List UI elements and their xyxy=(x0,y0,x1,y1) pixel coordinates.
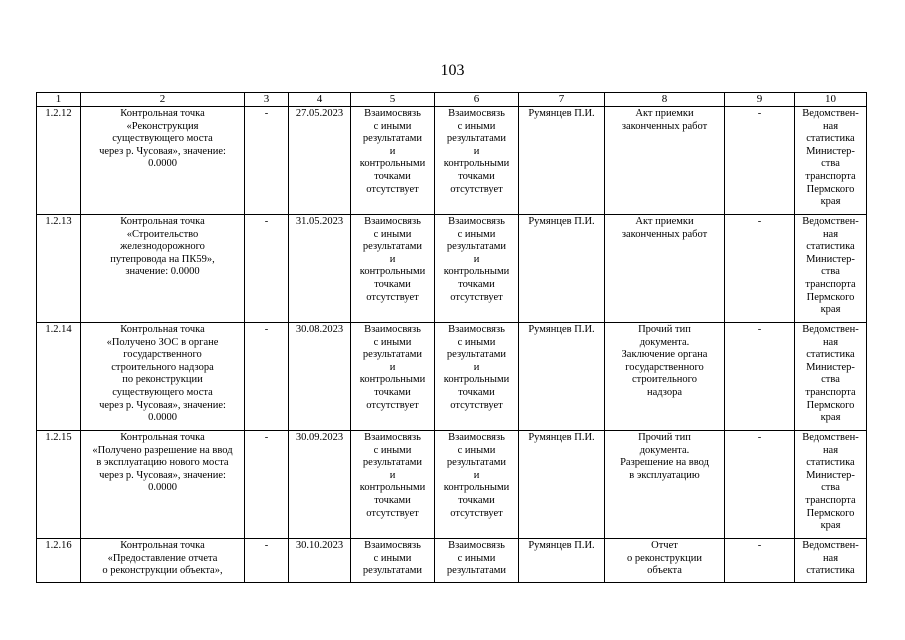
cell-document xyxy=(605,323,725,431)
cell-line: Взаимосвязь xyxy=(448,108,505,119)
cell-line: результатами xyxy=(446,241,507,253)
cell-milestone-name xyxy=(81,431,245,539)
cell-line: о реконструкции xyxy=(627,552,702,564)
cell-line: контрольными xyxy=(359,266,426,278)
cell-relation xyxy=(351,107,435,215)
cell-line: отсутствует xyxy=(450,183,503,195)
cell-line: ная xyxy=(822,552,839,564)
cell-source xyxy=(795,107,867,215)
cell-line: с иными xyxy=(373,228,412,240)
column-header: 6 xyxy=(435,93,519,107)
cell-code: 1.2.12 xyxy=(37,107,81,215)
column-header: 5 xyxy=(351,93,435,107)
cell-line: точками xyxy=(458,170,495,182)
cell-line: Пермского xyxy=(806,399,855,411)
cell-relation xyxy=(351,215,435,323)
cell-line: с иными xyxy=(373,444,412,456)
cell-relation xyxy=(435,107,519,215)
cell-line: результатами xyxy=(446,133,507,145)
cell-line: статистика xyxy=(806,241,855,253)
cell-line: Акт приемки xyxy=(635,216,694,227)
cell-line: Акт приемки xyxy=(635,108,694,119)
cell-line: края xyxy=(820,412,841,424)
cell-line: в эксплуатацию нового моста xyxy=(96,457,229,469)
cell-source xyxy=(795,215,867,323)
cell-line: транспорта xyxy=(805,170,856,182)
cell-line: «Строительство xyxy=(126,228,199,240)
cell-responsible: Румянцев П.И. xyxy=(519,107,605,215)
cell-line: строительного надзора xyxy=(111,361,214,373)
cell-line: Ведомствен- xyxy=(802,108,859,119)
cell-line: точками xyxy=(458,386,495,398)
cell-line: через р. Чусовая», значение: xyxy=(99,399,226,411)
cell-line: Взаимосвязь xyxy=(364,216,421,227)
cell-line: Контрольная точка xyxy=(120,324,205,335)
cell-line: края xyxy=(820,304,841,316)
cell-line: ная xyxy=(822,336,839,348)
cell-relation xyxy=(351,431,435,539)
cell-col9: - xyxy=(725,431,795,539)
cell-col9: - xyxy=(725,107,795,215)
cell-date: 27.05.2023 xyxy=(289,107,351,215)
cell-line: ства xyxy=(821,158,840,170)
cell-line: ная xyxy=(822,444,839,456)
cell-line: транспорта xyxy=(805,494,856,506)
cell-line: законченных работ xyxy=(621,228,708,240)
cell-line: с иными xyxy=(457,552,496,564)
cell-col3: - xyxy=(245,107,289,215)
cell-relation xyxy=(435,323,519,431)
table-row xyxy=(37,431,867,539)
cell-line: Взаимосвязь xyxy=(448,324,505,335)
column-header: 7 xyxy=(519,93,605,107)
cell-line: отсутствует xyxy=(450,507,503,519)
cell-line: значение: 0.0000 xyxy=(125,266,200,278)
cell-line: Министер- xyxy=(806,469,855,481)
cell-document xyxy=(605,539,725,583)
cell-line: отсутствует xyxy=(366,399,419,411)
cell-source xyxy=(795,539,867,583)
cell-line: края xyxy=(820,520,841,532)
cell-line: по реконструкции xyxy=(122,374,203,386)
cell-line: Ведомствен- xyxy=(802,324,859,335)
cell-line: Ведомствен- xyxy=(802,540,859,551)
cell-line: с иными xyxy=(457,120,496,132)
cell-source xyxy=(795,431,867,539)
cell-line: ная xyxy=(822,120,839,132)
cell-relation xyxy=(351,539,435,583)
cell-line: документа. xyxy=(639,444,690,456)
cell-line: Министер- xyxy=(806,253,855,265)
cell-document xyxy=(605,107,725,215)
column-header: 3 xyxy=(245,93,289,107)
cell-line: отсутствует xyxy=(366,291,419,303)
cell-line: в эксплуатацию xyxy=(629,469,700,481)
cell-line: Контрольная точка xyxy=(120,216,205,227)
cell-date: 30.08.2023 xyxy=(289,323,351,431)
cell-line: результатами xyxy=(446,349,507,361)
cell-line: Взаимосвязь xyxy=(364,540,421,551)
cell-line: с иными xyxy=(457,336,496,348)
cell-line: результатами xyxy=(362,565,423,577)
cell-line: «Получено разрешение на ввод xyxy=(92,444,233,456)
cell-milestone-name xyxy=(81,215,245,323)
cell-col9: - xyxy=(725,323,795,431)
cell-line: ства xyxy=(821,482,840,494)
cell-col3: - xyxy=(245,215,289,323)
cell-line: и xyxy=(473,253,480,265)
cell-line: Взаимосвязь xyxy=(364,108,421,119)
cell-line: отсутствует xyxy=(450,291,503,303)
cell-line: транспорта xyxy=(805,386,856,398)
cell-line: Отчет xyxy=(651,540,678,551)
cell-line: существующего моста xyxy=(112,133,213,145)
cell-line: через р. Чусовая», значение: xyxy=(99,469,226,481)
page-number: 103 xyxy=(440,62,465,79)
cell-line: Ведомствен- xyxy=(802,432,859,443)
cell-line: ная xyxy=(822,228,839,240)
cell-relation xyxy=(435,431,519,539)
cell-line: надзора xyxy=(647,386,682,398)
cell-line: контрольными xyxy=(359,482,426,494)
cell-line: Пермского xyxy=(806,507,855,519)
cell-line: и xyxy=(473,361,480,373)
column-header: 10 xyxy=(795,93,867,107)
cell-line: 0.0000 xyxy=(148,412,177,424)
cell-date: 30.09.2023 xyxy=(289,431,351,539)
cell-line: Взаимосвязь xyxy=(448,432,505,443)
cell-line: и xyxy=(389,469,396,481)
cell-line: Ведомствен- xyxy=(802,216,859,227)
cell-line: результатами xyxy=(446,457,507,469)
cell-line: и xyxy=(473,469,480,481)
cell-line: ства xyxy=(821,266,840,278)
cell-line: Министер- xyxy=(806,145,855,157)
cell-line: Взаимосвязь xyxy=(448,216,505,227)
cell-document xyxy=(605,215,725,323)
cell-line: контрольными xyxy=(443,266,510,278)
table-row xyxy=(37,539,867,583)
cell-line: законченных работ xyxy=(621,120,708,132)
cell-line: контрольными xyxy=(443,482,510,494)
column-header: 4 xyxy=(289,93,351,107)
cell-line: точками xyxy=(374,278,411,290)
cell-line: и xyxy=(389,145,396,157)
cell-line: Контрольная точка xyxy=(120,540,205,551)
cell-col9: - xyxy=(725,215,795,323)
cell-source xyxy=(795,323,867,431)
cell-line: существующего моста xyxy=(112,386,213,398)
cell-line: и xyxy=(389,361,396,373)
cell-line: 0.0000 xyxy=(148,482,177,494)
cell-line: государственного xyxy=(123,349,202,361)
cell-line: контрольными xyxy=(359,374,426,386)
cell-relation xyxy=(435,539,519,583)
cell-line: железнодорожного xyxy=(120,241,205,253)
cell-line: с иными xyxy=(373,552,412,564)
cell-line: контрольными xyxy=(443,158,510,170)
cell-col9: - xyxy=(725,539,795,583)
cell-col3: - xyxy=(245,323,289,431)
cell-milestone-name xyxy=(81,107,245,215)
cell-line: Разрешение на ввод xyxy=(620,457,709,469)
cell-date: 31.05.2023 xyxy=(289,215,351,323)
cell-line: статистика xyxy=(806,565,855,577)
cell-line: Министер- xyxy=(806,361,855,373)
cell-line: ства xyxy=(821,374,840,386)
cell-line: Прочий тип xyxy=(638,324,691,335)
cell-relation xyxy=(435,215,519,323)
cell-line: государственного xyxy=(625,361,704,373)
cell-line: результатами xyxy=(362,349,423,361)
cell-line: и xyxy=(473,145,480,157)
cell-responsible: Румянцев П.И. xyxy=(519,431,605,539)
table-row xyxy=(37,215,867,323)
cell-line: результатами xyxy=(362,457,423,469)
cell-line: точками xyxy=(458,494,495,506)
column-header: 9 xyxy=(725,93,795,107)
cell-col3: - xyxy=(245,539,289,583)
cell-milestone-name xyxy=(81,323,245,431)
cell-code: 1.2.13 xyxy=(37,215,81,323)
cell-line: документа. xyxy=(639,336,690,348)
cell-col3: - xyxy=(245,431,289,539)
column-header: 1 xyxy=(37,93,81,107)
cell-line: «Предоставление отчета xyxy=(107,552,218,564)
table-header-row xyxy=(37,93,867,107)
cell-line: точками xyxy=(374,494,411,506)
cell-line: Контрольная точка xyxy=(120,108,205,119)
cell-document xyxy=(605,431,725,539)
cell-line: Взаимосвязь xyxy=(448,540,505,551)
cell-line: точками xyxy=(458,278,495,290)
cell-line: «Реконструкция xyxy=(126,120,199,132)
table-row xyxy=(37,107,867,215)
cell-line: Прочий тип xyxy=(638,432,691,443)
cell-line: результатами xyxy=(446,565,507,577)
cell-responsible: Румянцев П.И. xyxy=(519,539,605,583)
cell-line: объекта xyxy=(647,565,682,577)
milestone-table xyxy=(36,92,867,583)
cell-line: статистика xyxy=(806,133,855,145)
cell-code: 1.2.14 xyxy=(37,323,81,431)
cell-line: о реконструкции объекта», xyxy=(102,565,223,577)
cell-line: отсутствует xyxy=(366,183,419,195)
cell-responsible: Румянцев П.И. xyxy=(519,215,605,323)
cell-line: результатами xyxy=(362,133,423,145)
cell-line: транспорта xyxy=(805,278,856,290)
cell-line: результатами xyxy=(362,241,423,253)
cell-line: строительного xyxy=(632,374,697,386)
cell-line: контрольными xyxy=(443,374,510,386)
cell-line: отсутствует xyxy=(366,507,419,519)
cell-line: Контрольная точка xyxy=(120,432,205,443)
cell-line: Пермского xyxy=(806,291,855,303)
cell-code: 1.2.16 xyxy=(37,539,81,583)
cell-line: Заключение органа xyxy=(621,349,708,361)
column-header: 8 xyxy=(605,93,725,107)
cell-line: и xyxy=(389,253,396,265)
cell-line: статистика xyxy=(806,349,855,361)
table-row xyxy=(37,323,867,431)
cell-line: отсутствует xyxy=(450,399,503,411)
cell-line: «Получено ЗОС в органе xyxy=(106,336,219,348)
cell-line: статистика xyxy=(806,457,855,469)
cell-line: с иными xyxy=(373,336,412,348)
column-header: 2 xyxy=(81,93,245,107)
cell-code: 1.2.15 xyxy=(37,431,81,539)
cell-line: Взаимосвязь xyxy=(364,432,421,443)
cell-line: с иными xyxy=(373,120,412,132)
cell-line: с иными xyxy=(457,444,496,456)
cell-milestone-name xyxy=(81,539,245,583)
cell-line: 0.0000 xyxy=(148,158,177,170)
cell-line: Взаимосвязь xyxy=(364,324,421,335)
cell-line: точками xyxy=(374,386,411,398)
cell-responsible: Румянцев П.И. xyxy=(519,323,605,431)
cell-line: точками xyxy=(374,170,411,182)
cell-line: края xyxy=(820,196,841,208)
cell-line: путепровода на ПК59», xyxy=(110,253,215,265)
cell-date: 30.10.2023 xyxy=(289,539,351,583)
cell-line: Пермского xyxy=(806,183,855,195)
cell-line: через р. Чусовая», значение: xyxy=(99,145,226,157)
cell-relation xyxy=(351,323,435,431)
cell-line: контрольными xyxy=(359,158,426,170)
cell-line: с иными xyxy=(457,228,496,240)
